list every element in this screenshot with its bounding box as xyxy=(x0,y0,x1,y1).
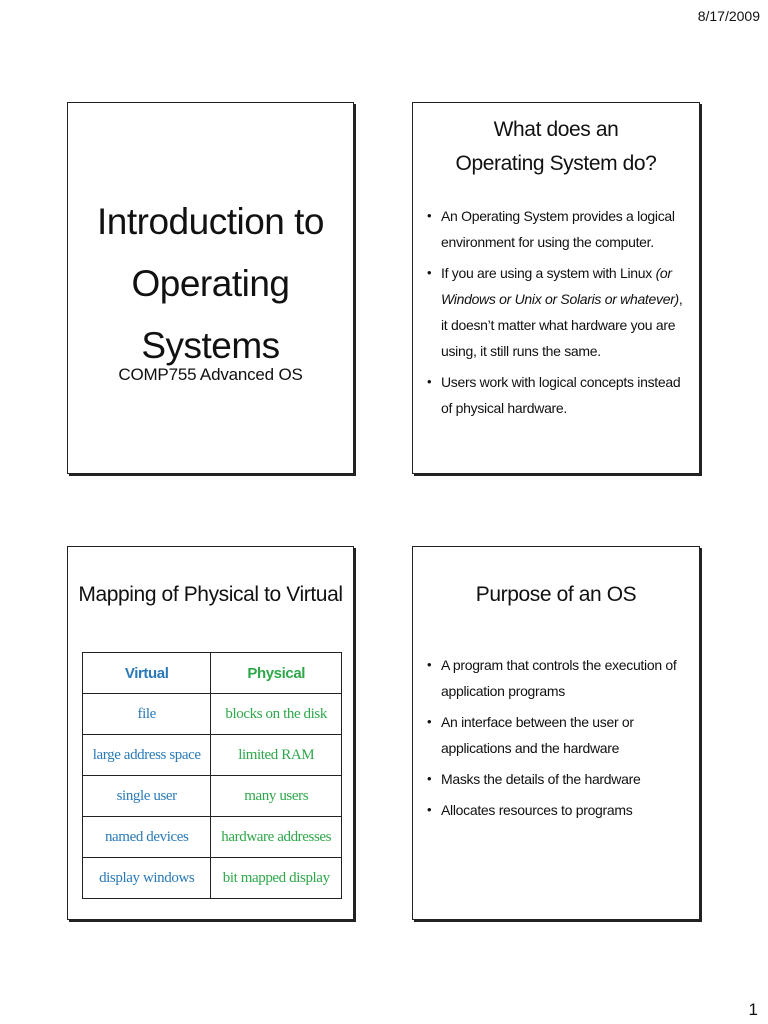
physical-column-header: Physical xyxy=(211,653,342,694)
physical-cell: blocks on the disk xyxy=(211,694,342,735)
mapping-table-header-row xyxy=(83,653,342,694)
slide1-title-line1: Introduction to xyxy=(97,201,324,242)
virtual-cell: file xyxy=(83,694,211,735)
slide2-bullet-2 xyxy=(427,260,689,364)
physical-cell: bit mapped display xyxy=(211,858,342,899)
mapping-table xyxy=(82,652,342,899)
slide2-bullet-2-italic: (or Windows or Unix or Solaris or whatever) xyxy=(441,265,679,307)
slide1-subtitle: COMP755 Advanced OS xyxy=(118,365,303,384)
slide4-bullet-list xyxy=(427,652,689,828)
slide4-bullet-1: • A program that controls the execution of application programs xyxy=(427,652,689,704)
slide2-title-line2: Operating System do? xyxy=(455,152,657,175)
slide4-bullet-4: • Allocates resources to programs xyxy=(427,797,689,823)
physical-cell: hardware addresses xyxy=(211,817,342,858)
virtual-cell: large address space xyxy=(83,735,211,776)
slide-purpose-of-os xyxy=(412,546,700,920)
table-row xyxy=(83,735,342,776)
table-row xyxy=(83,694,342,735)
page-number: 1 xyxy=(748,1000,758,1019)
slide2-title-line1: What does an xyxy=(493,118,619,141)
table-row xyxy=(83,817,342,858)
slide2-bullet-list xyxy=(427,203,689,426)
slide2-title xyxy=(413,113,699,181)
physical-cell: limited RAM xyxy=(211,735,342,776)
slide2-bullet-2-tail: , it doesn’t matter what hardware you are using, it still runs the same. xyxy=(441,291,683,359)
slide2-bullet-1: • An Operating System provides a logical environment for using the computer. xyxy=(427,203,689,255)
slide-introduction xyxy=(67,102,354,474)
slide1-title xyxy=(68,191,353,377)
virtual-cell: single user xyxy=(83,776,211,817)
table-row xyxy=(83,858,342,899)
slide4-bullet-3: • Masks the details of the hardware xyxy=(427,766,689,792)
slide2-bullet-3: • Users work with logical concepts instead of physical hardware. xyxy=(427,369,689,421)
slide-mapping xyxy=(67,546,354,920)
header-date: 8/17/2009 xyxy=(697,8,760,24)
slide2-bullet-2-text: If you are using a system with Linux xyxy=(441,265,656,281)
slide4-title: Purpose of an OS xyxy=(475,583,637,606)
virtual-cell: named devices xyxy=(83,817,211,858)
slide4-bullet-2: • An interface between the user or applications and the hardware xyxy=(427,709,689,761)
slide1-title-line2: Operating Systems xyxy=(131,263,290,366)
slide-what-does-os-do xyxy=(412,102,700,474)
virtual-column-header: Virtual xyxy=(83,653,211,694)
table-row xyxy=(83,776,342,817)
virtual-cell: display windows xyxy=(83,858,211,899)
slide3-title: Mapping of Physical to Virtual xyxy=(78,583,343,606)
physical-cell: many users xyxy=(211,776,342,817)
